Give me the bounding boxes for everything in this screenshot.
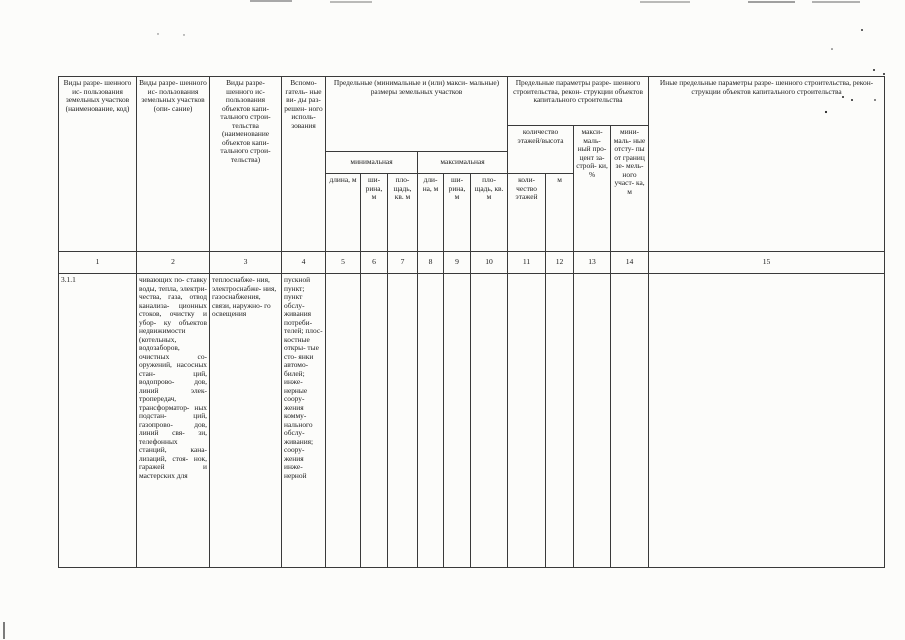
empty-cell <box>326 274 361 568</box>
column-number: 4 <box>282 252 326 274</box>
header-min-width: ши- рина, м <box>361 174 388 252</box>
empty-cell <box>546 274 574 568</box>
column-number: 14 <box>611 252 649 274</box>
header-maximum: максимальная <box>418 152 508 174</box>
header-land-size-limits: Предельные (минимальные и (или) макси- мальные) размеры земельных участков <box>326 77 508 152</box>
use-description-cell: чивающих по- ставку воды, тепла, электри- чества, газа, отвод канализа- ционных стоков, очистку и убор- ку объектов недвижимости (котельных, водозаборов, очистных со- оружений, насосных стан- ций, водопрово- дов, линий элек- тропередач, трансформатор- ных подстан- ций, газопрово- дов, линий свя- зи, телефонных станций, кана- лизаций, стоя- нок, гаражей и мастерских для <box>137 274 210 568</box>
capital-objects-cell: теплоснабже- ния, электроснабже- ния, газоснабжения, связи, наружно- го освещения <box>210 274 282 568</box>
empty-cell <box>574 274 611 568</box>
column-number: 11 <box>508 252 546 274</box>
auxiliary-uses-cell: пускной пункт; пункт обслу- живания потреби- телей; плос- костные откры- тые сто- янки автомо- билей; инже- нерные соору- жения комму- нального обслу- живания; соору- жения инже- нерной <box>282 274 326 568</box>
header-max-coverage: макси- маль- ный про- цент за- строй- ки, % <box>574 126 611 252</box>
column-number: 7 <box>388 252 418 274</box>
table-row <box>59 274 885 568</box>
column-number: 5 <box>326 252 361 274</box>
header-max-length: дли- на, м <box>418 174 444 252</box>
empty-cell <box>444 274 471 568</box>
header-min-area: пло- щадь, кв. м <box>388 174 418 252</box>
header-floors-count: коли- чество этажей <box>508 174 546 252</box>
column-number: 15 <box>649 252 885 274</box>
column-number-row <box>59 252 885 274</box>
column-number: 12 <box>546 252 574 274</box>
empty-cell <box>611 274 649 568</box>
header-max-width: ши- рина, м <box>444 174 471 252</box>
column-number: 2 <box>137 252 210 274</box>
use-code-cell: 3.1.1 <box>59 274 137 568</box>
column-number: 8 <box>418 252 444 274</box>
column-number: 3 <box>210 252 282 274</box>
header-min-length: длина, м <box>326 174 361 252</box>
empty-cell <box>388 274 418 568</box>
header-auxiliary-uses: Вспомо- гатель- ные ви- ды раз- решен- ного исполь- зования <box>282 77 326 252</box>
header-capital-objects: Виды разре- шенного ис- пользования объектов капи- тального строи- тельства (наименование объектов капи- тального строи- тельства) <box>210 77 282 252</box>
empty-cell <box>508 274 546 568</box>
header-height-m: м <box>546 174 574 252</box>
header-max-area: пло- щадь, кв. м <box>471 174 508 252</box>
empty-cell <box>471 274 508 568</box>
land-use-regulations-table <box>58 76 885 568</box>
header-minimum: минимальная <box>326 152 418 174</box>
column-number: 10 <box>471 252 508 274</box>
header-min-setbacks: мини- маль- ные отсту- пы от границ зе- мель- ного участ- ка, м <box>611 126 649 252</box>
column-number: 1 <box>59 252 137 274</box>
header-construction-limits: Предельные параметры разре- шенного строительства, рекон- струкции объектов капитального строительства <box>508 77 649 126</box>
empty-cell <box>361 274 388 568</box>
column-number: 13 <box>574 252 611 274</box>
empty-cell <box>649 274 885 568</box>
header-other-limits: Иные предельные параметры разре- шенного строительства, рекон- струкции объектов капитального строительства <box>649 77 885 252</box>
column-number: 6 <box>361 252 388 274</box>
header-use-description: Виды разре- шенного ис- пользования земельных участков (опи- сание) <box>137 77 210 252</box>
column-number: 9 <box>444 252 471 274</box>
empty-cell <box>418 274 444 568</box>
header-floors-height: количество этажей/высота <box>508 126 574 174</box>
header-use-name-code: Виды разре- шенного ис- пользования земельных участков (наименование, код) <box>59 77 137 252</box>
